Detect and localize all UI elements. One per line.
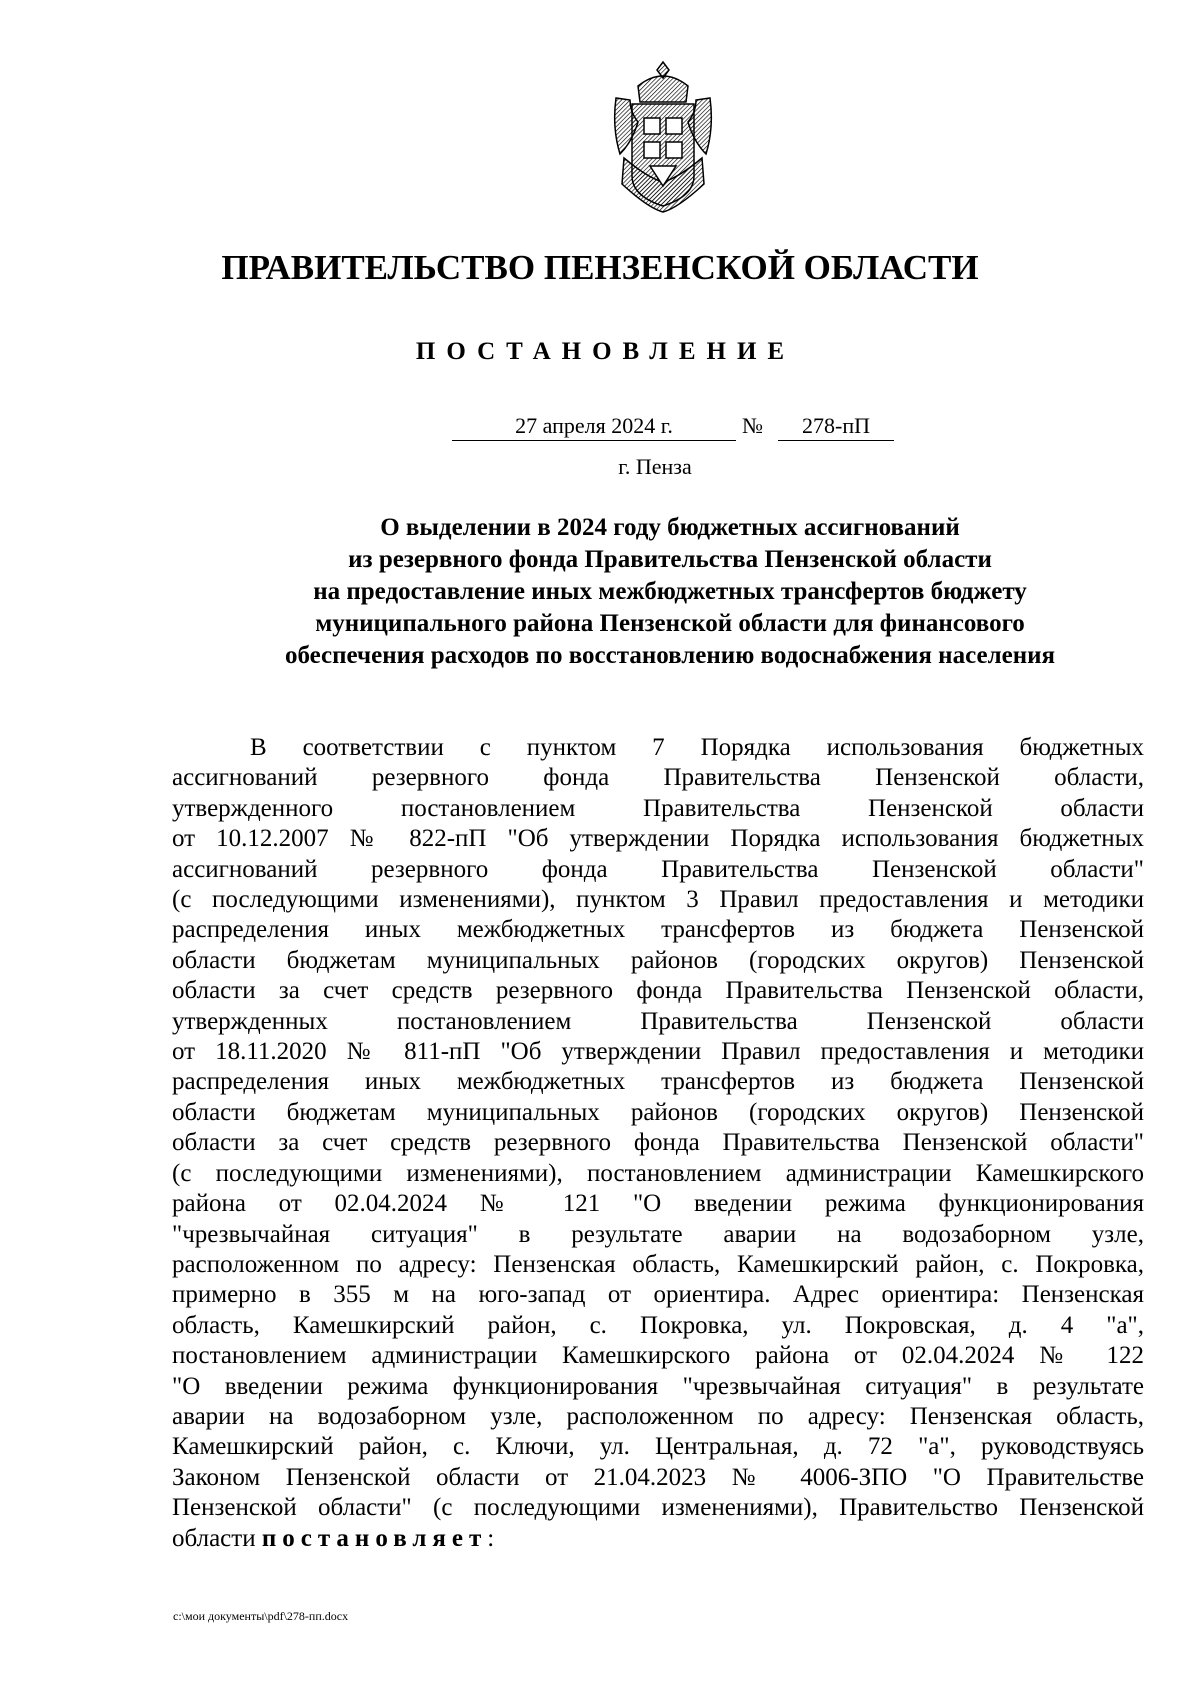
body-line: от 10.12.2007 № 822-пП "Об утверждении Порядка использования бюджетных — [172, 825, 1144, 853]
body-line: (с последующими изменениями), постановлением администрации Камешкирского — [172, 1159, 1144, 1187]
last-line-prefix: области — [172, 1524, 262, 1552]
coat-of-arms-icon — [608, 58, 718, 216]
body-line: (с последующими изменениями), пунктом 3 Правил предоставления и методики — [172, 886, 1144, 914]
body-line: от 18.11.2020 № 811-пП "Об утверждении Правил предоставления и методики — [172, 1038, 1144, 1066]
body-line: распределения иных межбюджетных трансфертов из бюджета Пензенской — [172, 1068, 1144, 1096]
subject-line: обеспечения расходов по восстановлению водоснабжения населения — [284, 642, 1056, 669]
body-line: Пензенской области" (с последующими изменениями), Правительство Пензенской — [172, 1494, 1144, 1522]
body-line: примерно в 355 м на юго-запад от ориентира. Адрес ориентира: Пензенская — [172, 1281, 1144, 1309]
document-number: 278-пП — [778, 412, 894, 441]
document-date: 27 апреля 2024 г. — [452, 412, 736, 441]
document-type: ПОСТАНОВЛЕНИЕ — [415, 338, 796, 365]
subject-line: муниципального района Пензенской области для финансового — [315, 610, 1025, 637]
body-line: области за счет средств резервного фонда Правительства Пензенской области, — [172, 977, 1144, 1005]
body-line: утвержденных постановлением Правительства Пензенской области — [172, 1007, 1144, 1035]
subject-line: на предоставление иных межбюджетных трансфертов бюджету — [313, 578, 1027, 605]
body-line: ассигнований резервного фонда Правительства Пензенской области" — [172, 855, 1144, 883]
subject-line: О выделении в 2024 году бюджетных ассигнований — [380, 514, 960, 541]
document-body — [172, 733, 1144, 1554]
document-city: г. Пенза — [618, 454, 692, 479]
organization-title: ПРАВИТЕЛЬСТВО ПЕНЗЕНСКОЙ ОБЛАСТИ — [221, 248, 979, 287]
body-line: ассигнований резервного фонда Правительства Пензенской области, — [172, 764, 1144, 792]
body-last-line — [172, 1524, 1144, 1554]
body-line: постановлением администрации Камешкирского района от 02.04.2024 № 122 — [172, 1342, 1144, 1370]
body-line: В соответствии с пунктом 7 Порядка использования бюджетных — [250, 734, 1144, 761]
last-line-suffix: : — [487, 1524, 495, 1552]
body-line: области бюджетам муниципальных районов (городских округов) Пензенской — [172, 1098, 1144, 1126]
body-line: область, Камешкирский район, с. Покровка, ул. Покровская, д. 4 "а", — [172, 1311, 1144, 1339]
resolution-word: постановляет — [261, 1524, 488, 1552]
subject-line: из резервного фонда Правительства Пензенской области — [348, 546, 992, 573]
body-line: "чрезвычайная ситуация" в результате аварии на водозаборном узле, — [172, 1220, 1144, 1248]
body-line: области бюджетам муниципальных районов (городских округов) Пензенской — [172, 946, 1144, 974]
body-line: распределения иных межбюджетных трансфертов из бюджета Пензенской — [172, 916, 1144, 944]
body-line: аварии на водозаборном узле, расположенном по адресу: Пензенская область, — [172, 1402, 1144, 1430]
body-line: утвержденного постановлением Правительства Пензенской области — [172, 794, 1144, 822]
body-line: Законом Пензенской области от 21.04.2023 № 4006-ЗПО "О Правительстве — [172, 1463, 1144, 1491]
body-line: области за счет средств резервного фонда Правительства Пензенской области" — [172, 1129, 1144, 1157]
body-line: "О введении режима функционирования "чрезвычайная ситуация" в результате — [172, 1372, 1144, 1400]
body-line: Камешкирский район, с. Ключи, ул. Центральная, д. 72 "а", руководствуясь — [172, 1433, 1144, 1461]
number-sign: № — [742, 413, 763, 438]
body-line: района от 02.04.2024 № 121 "О введении режима функционирования — [172, 1190, 1144, 1218]
body-line: расположенном по адресу: Пензенская область, Камешкирский район, с. Покровка, — [172, 1250, 1144, 1278]
file-path-footer: c:\мои документы\pdf\278-пп.docx — [173, 1609, 349, 1623]
document-subject — [180, 512, 1160, 672]
